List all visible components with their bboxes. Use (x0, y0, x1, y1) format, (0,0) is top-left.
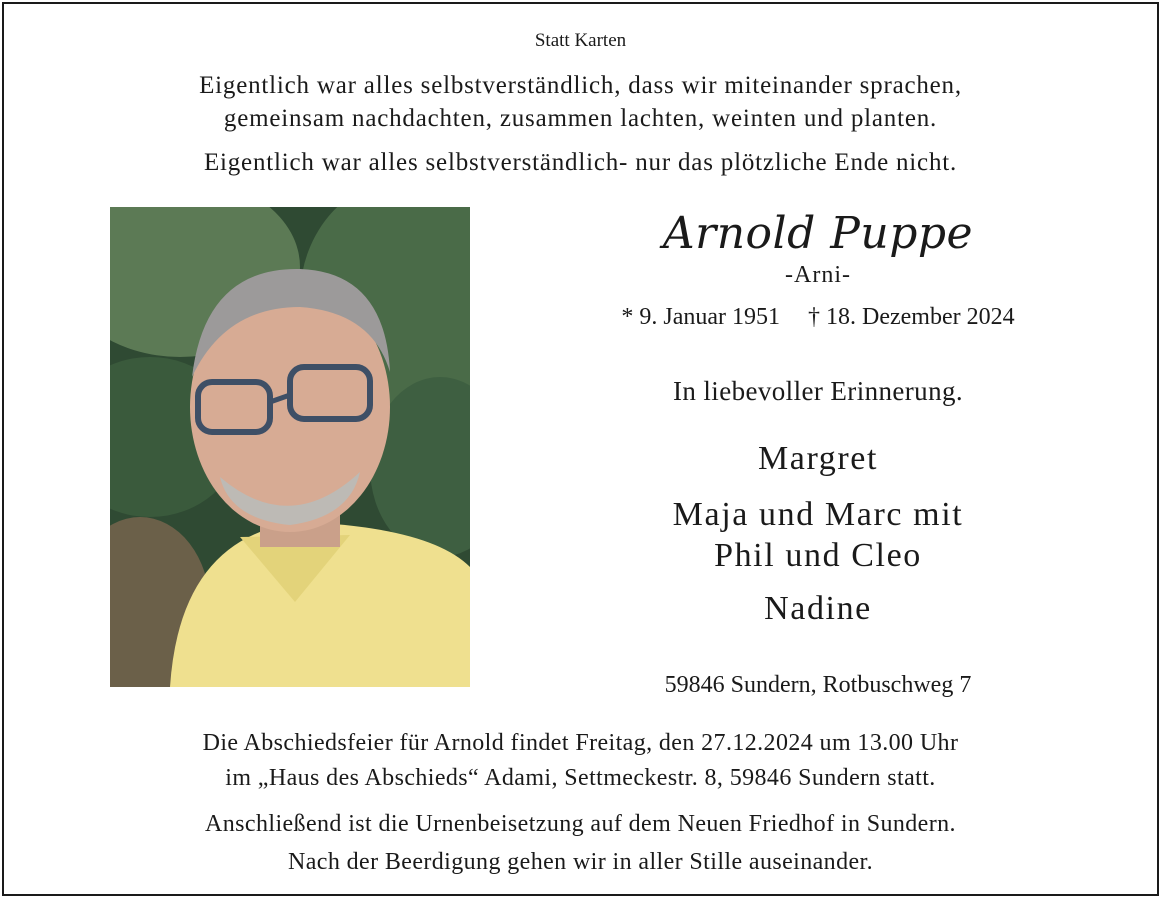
funeral-info-line: Nach der Beerdigung gehen wir in aller Stille auseinander. (287, 849, 873, 875)
family-line: Nadine (764, 590, 872, 627)
family-line: Maja und Marc mit (672, 496, 964, 533)
family-line: Margret (757, 440, 879, 477)
life-dates (570, 304, 1066, 331)
verse-line: Eigentlich war alles selbstverständlich- nur das plötzliche Ende nicht. (203, 149, 958, 176)
death-date: † 18. Dezember 2024 (808, 304, 1015, 330)
portrait-photo (110, 207, 470, 687)
family-line: Phil und Cleo (714, 537, 922, 574)
deceased-name: Arnold Puppe (662, 208, 974, 259)
obituary-notice (2, 2, 1159, 896)
deceased-nickname: -Arni- (785, 262, 851, 288)
funeral-info-line: im „Haus des Abschieds“ Adami, Settmeckestr. 8, 59846 Sundern statt. (225, 765, 936, 791)
verse-line: Eigentlich war alles selbstverständlich, dass wir miteinander sprachen, (199, 72, 962, 99)
header-text: Statt Karten (534, 30, 627, 51)
birth-date: * 9. Januar 1951 (621, 304, 781, 330)
memory-text: In liebevoller Erinnerung. (672, 376, 964, 406)
verse-line: gemeinsam nachdachten, zusammen lachten, weinten und planten. (223, 105, 938, 132)
funeral-info-line: Die Abschiedsfeier für Arnold findet Freitag, den 27.12.2024 um 13.00 Uhr (202, 730, 959, 756)
family-address: 59846 Sundern, Rotbuschweg 7 (664, 672, 972, 698)
funeral-info-line: Anschließend ist die Urnenbeisetzung auf dem Neuen Friedhof in Sundern. (205, 811, 956, 837)
